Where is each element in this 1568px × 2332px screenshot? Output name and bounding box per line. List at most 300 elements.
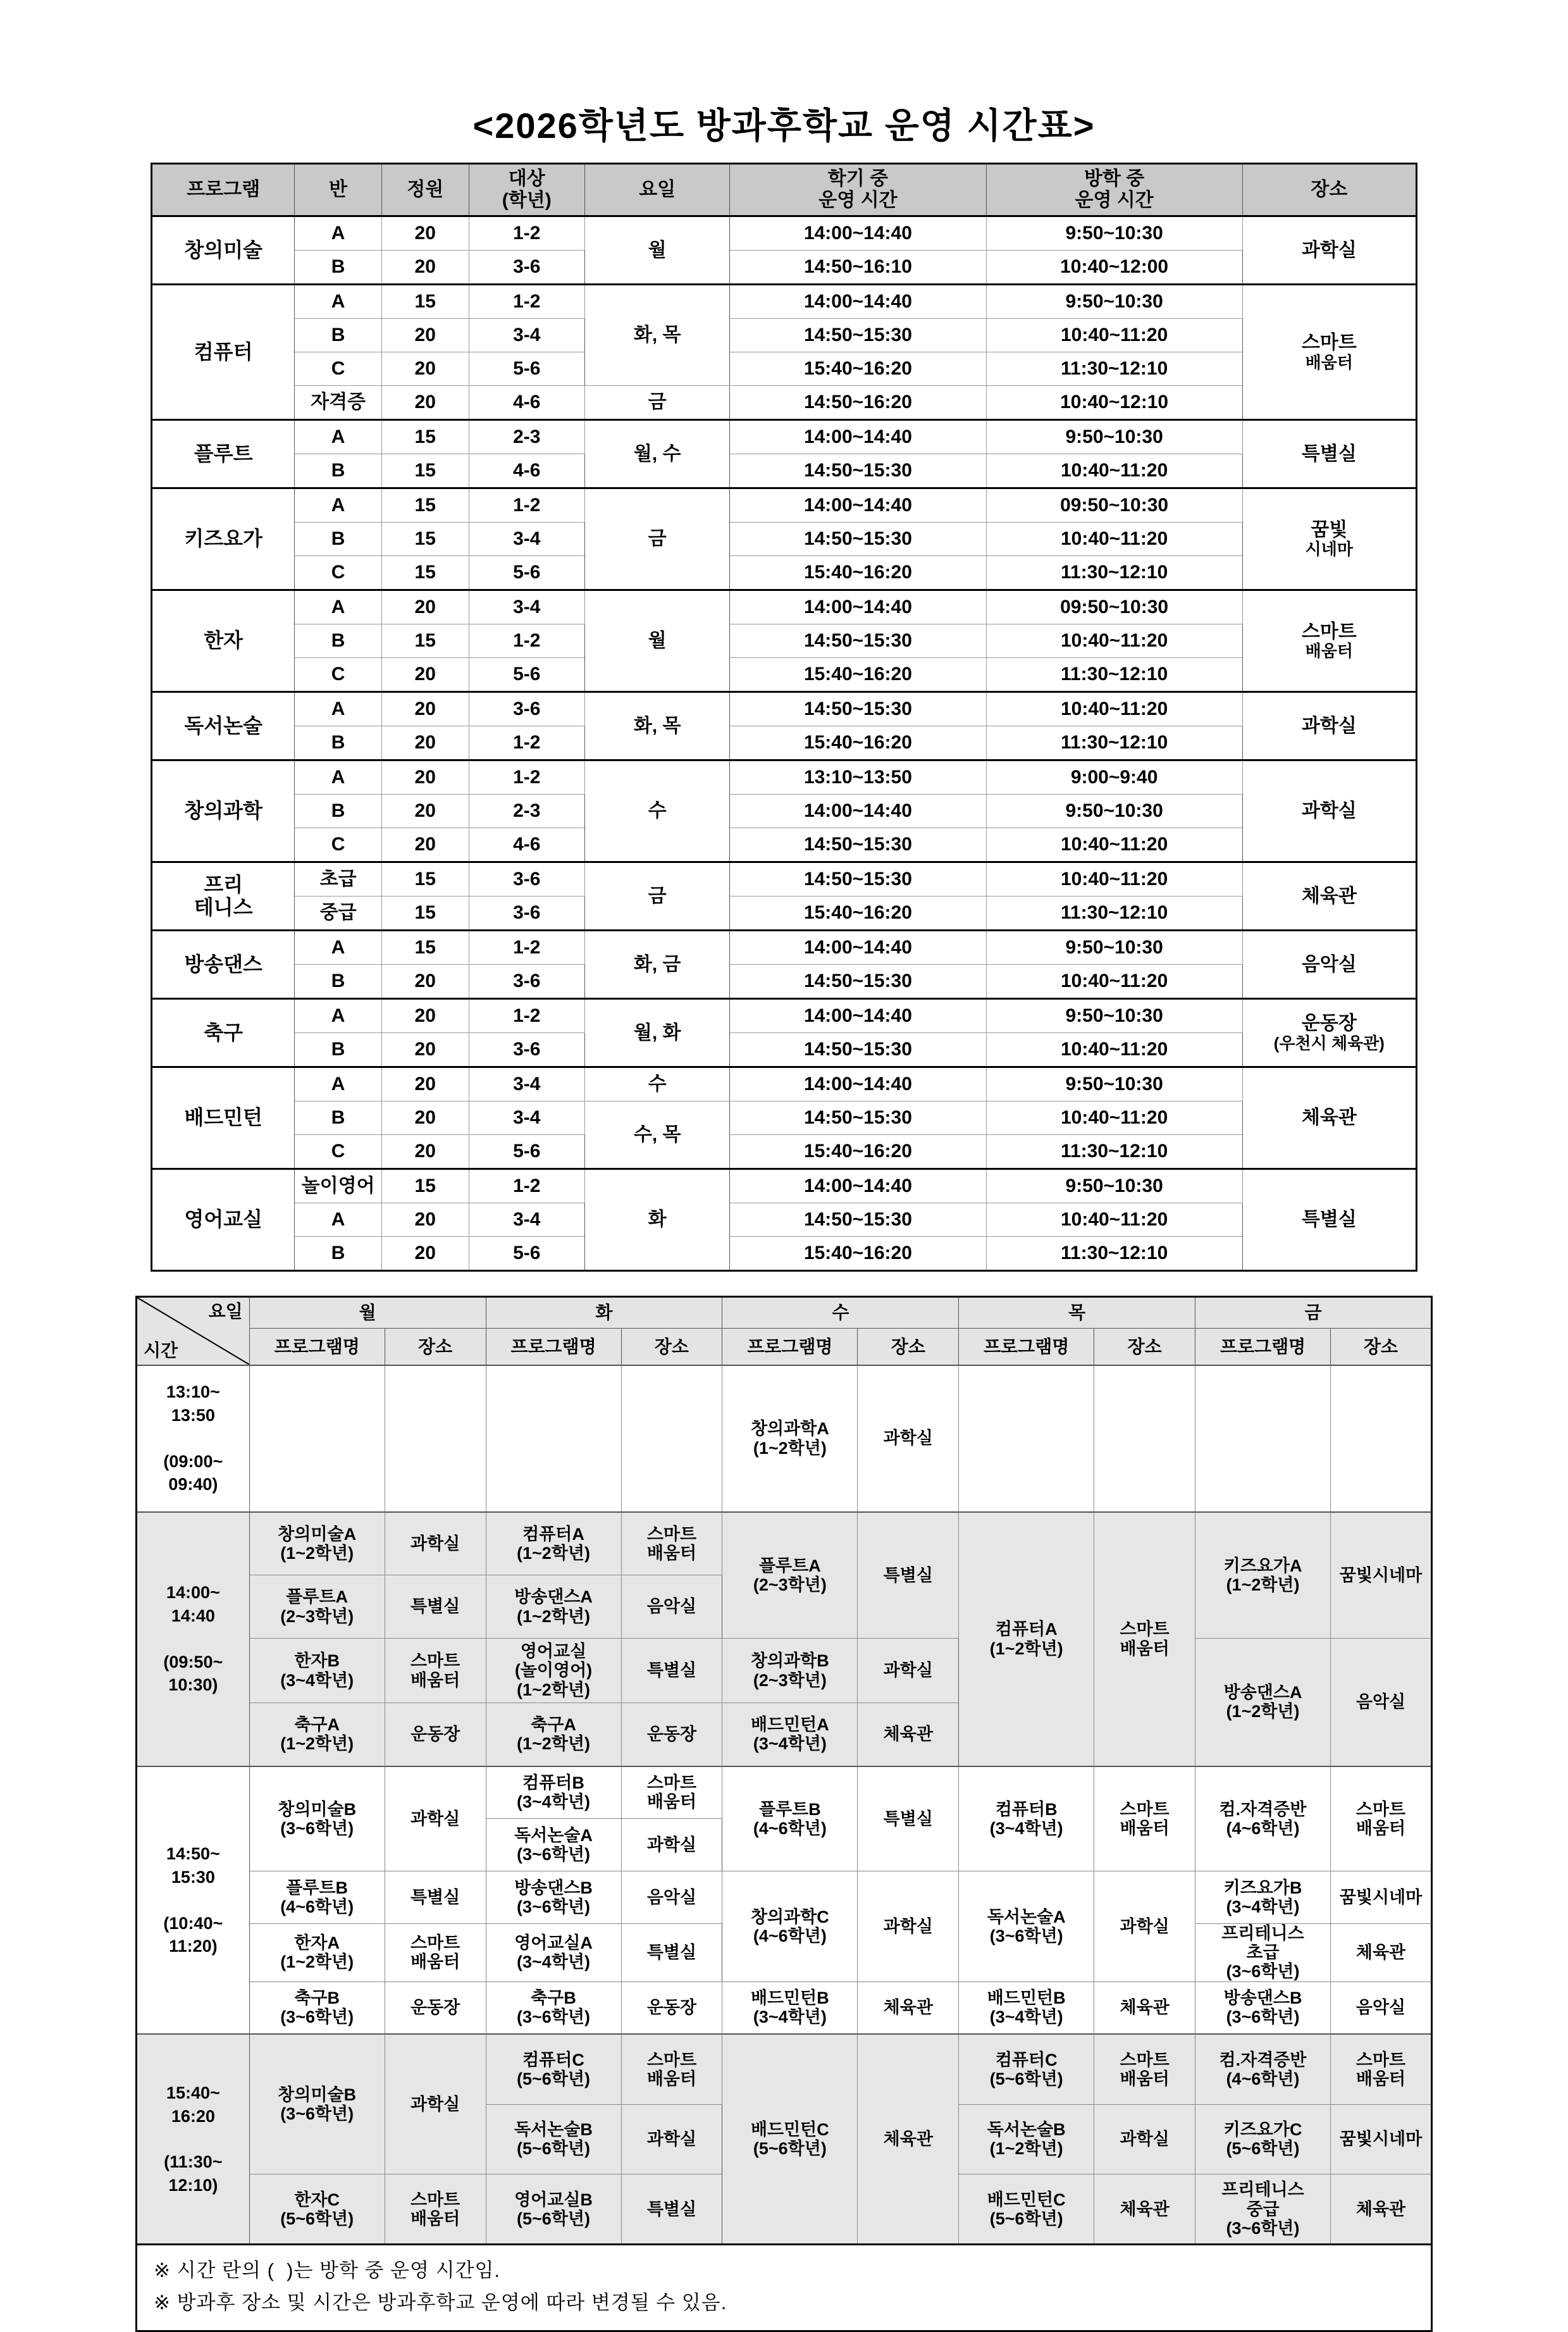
cell-class: B <box>295 454 382 488</box>
cell-term-time: 14:00~14:40 <box>730 1067 986 1101</box>
cell-capacity: 15 <box>381 420 469 454</box>
cell-capacity: 20 <box>381 386 469 420</box>
program-name-cell: 프리 테니스 <box>152 862 295 931</box>
cell-target: 3-6 <box>469 965 584 999</box>
place-cell: 스마트 배움터 <box>1242 590 1416 692</box>
timetable-program-cell: 배드민턴A (3~4학년) <box>722 1703 858 1766</box>
timetable-place-cell: 스마트 배움터 <box>621 2034 722 2104</box>
page-title: <2026학년도 방과후학교 운영 시간표> <box>472 106 1096 146</box>
timetable-program-cell: 컴퓨터C (5~6학년) <box>486 2034 621 2104</box>
timetable-program-cell: 컴퓨터C (5~6학년) <box>959 2034 1094 2104</box>
timetable-program-cell: 방송댄스A (1~2학년) <box>1195 1639 1331 1766</box>
table-row <box>152 624 1417 658</box>
cell-day: 화, 목 <box>585 692 730 760</box>
cell-term-time: 15:40~16:20 <box>730 1135 986 1169</box>
cell-vacation-time: 10:40~11:20 <box>986 692 1242 726</box>
table-row <box>152 1033 1417 1067</box>
timetable-place-cell: 운동장 <box>385 1703 486 1766</box>
program-table <box>151 163 1417 1272</box>
table-row <box>152 216 1417 251</box>
cell-day: 수, 목 <box>585 1101 730 1169</box>
cell-term-time: 14:50~16:20 <box>730 386 986 420</box>
cell-class: B <box>295 726 382 760</box>
timetable-place-cell: 음악실 <box>621 1871 722 1924</box>
program-name-cell: 창의미술 <box>152 216 295 285</box>
col-header-term-line1: 학기 중 <box>827 168 889 190</box>
timetable-place-cell: 스마트 배움터 <box>1094 2034 1195 2104</box>
table-row <box>152 999 1417 1033</box>
subheader-program-0: 프로그램명 <box>249 1329 385 1365</box>
cell-vacation-time: 10:40~11:20 <box>986 624 1242 658</box>
col-header-vacation-time <box>986 164 1242 216</box>
cell-class: B <box>295 319 382 352</box>
timetable-program-cell: 방송댄스B (3~6학년) <box>1195 1982 1331 2034</box>
timetable-program-cell: 플루트B (4~6학년) <box>249 1871 385 1924</box>
timetable-place-cell: 과학실 <box>858 1639 959 1703</box>
table-row <box>152 828 1417 862</box>
col-header-class: 반 <box>295 164 382 216</box>
cell-class: A <box>295 999 382 1033</box>
cell-capacity: 20 <box>381 1101 469 1135</box>
cell-class: A <box>295 488 382 523</box>
subheader-place-0: 장소 <box>385 1329 486 1365</box>
program-name-cell: 독서논술 <box>152 692 295 760</box>
cell-vacation-time: 9:50~10:30 <box>986 795 1242 828</box>
timetable-place-cell: 스마트 배움터 <box>621 1512 722 1575</box>
cell-target: 3-6 <box>469 251 584 285</box>
timetable-program-cell: 독서논술B (5~6학년) <box>486 2104 621 2174</box>
subheader-place-3: 장소 <box>1094 1329 1195 1365</box>
table-row <box>152 795 1417 828</box>
timetable-program-cell: 축구B (3~6학년) <box>249 1982 385 2034</box>
cell-term-time: 14:00~14:40 <box>730 795 986 828</box>
timetable-program-cell: 영어교실B (5~6학년) <box>486 2174 621 2245</box>
table-row <box>152 420 1417 454</box>
program-name-cell: 한자 <box>152 590 295 692</box>
weekly-header-sub-row <box>137 1329 1432 1365</box>
cell-class: 초급 <box>295 862 382 896</box>
timetable-place-cell: 체육관 <box>1331 1924 1432 1982</box>
cell-class: 자격증 <box>295 386 382 420</box>
timetable-place-cell: 과학실 <box>1094 1871 1195 1982</box>
program-table-header-row <box>152 164 1417 216</box>
program-name-cell: 창의과학 <box>152 760 295 862</box>
footnote-1: ※ 시간 란의 ( )는 방학 중 운영 시간임. <box>154 2259 501 2282</box>
table-row <box>152 692 1417 726</box>
cell-target: 1-2 <box>469 931 584 965</box>
program-name-cell: 축구 <box>152 999 295 1067</box>
cell-term-time: 14:00~14:40 <box>730 420 986 454</box>
program-table-wrapper <box>0 163 1568 1272</box>
col-header-vacation-line2: 운영 시간 <box>1075 190 1154 211</box>
cell-vacation-time: 10:40~11:20 <box>986 965 1242 999</box>
table-row <box>152 760 1417 795</box>
cell-vacation-time: 10:40~11:20 <box>986 828 1242 862</box>
timetable-program-cell: 영어교실A (3~4학년) <box>486 1924 621 1982</box>
cell-term-time: 15:40~16:20 <box>730 896 986 931</box>
timetable-place-cell: 음악실 <box>621 1575 722 1639</box>
timetable-program-cell: 컴퓨터B (3~4학년) <box>959 1766 1094 1871</box>
timetable-program-cell: 키즈요가B (3~4학년) <box>1195 1871 1331 1924</box>
table-row <box>152 319 1417 352</box>
timetable-place-cell: 특별실 <box>858 1512 959 1639</box>
cell-capacity: 20 <box>381 965 469 999</box>
cell-capacity: 15 <box>381 931 469 965</box>
cell-class: A <box>295 1203 382 1237</box>
timetable-program-cell: 컴퓨터A (1~2학년) <box>486 1512 621 1575</box>
timetable-program-cell: 배드민턴C (5~6학년) <box>722 2034 858 2245</box>
subheader-program-4: 프로그램명 <box>1195 1329 1331 1365</box>
cell-class: A <box>295 760 382 795</box>
timetable-place-cell: 스마트 배움터 <box>385 1924 486 1982</box>
cell-target: 3-6 <box>469 692 584 726</box>
cell-capacity: 20 <box>381 1237 469 1271</box>
place-cell: 음악실 <box>1242 931 1416 999</box>
cell-term-time: 14:00~14:40 <box>730 285 986 319</box>
table-row <box>152 658 1417 692</box>
timetable-place-cell: 스마트 배움터 <box>385 1639 486 1703</box>
cell-day: 월 <box>585 216 730 285</box>
timetable-program-cell: 독서논술B (1~2학년) <box>959 2104 1094 2174</box>
timetable-empty-place-월 <box>385 1365 486 1512</box>
cell-capacity: 15 <box>381 523 469 556</box>
cell-vacation-time: 10:40~11:20 <box>986 1203 1242 1237</box>
col-header-day: 요일 <box>585 164 730 216</box>
cell-day: 월 <box>585 590 730 692</box>
footnotes <box>135 2245 1433 2332</box>
day-header-tue: 화 <box>486 1297 722 1329</box>
program-table-body <box>152 216 1417 1271</box>
timetable-place-cell: 스마트 배움터 <box>1331 1766 1432 1871</box>
program-name-cell: 플루트 <box>152 420 295 488</box>
timetable-program-cell: 배드민턴B (3~4학년) <box>722 1982 858 2034</box>
cell-term-time: 14:50~16:10 <box>730 251 986 285</box>
cell-class: A <box>295 1067 382 1101</box>
program-name-cell: 영어교실 <box>152 1169 295 1271</box>
cell-target: 4-6 <box>469 386 584 420</box>
cell-term-time: 14:00~14:40 <box>730 488 986 523</box>
timetable-place-cell: 특별실 <box>385 1871 486 1924</box>
footnote-2: ※ 방과후 장소 및 시간은 방과후학교 운영에 따라 변경될 수 있음. <box>154 2292 727 2314</box>
table-row <box>152 896 1417 931</box>
cell-target: 2-3 <box>469 420 584 454</box>
timetable-place-cell: 체육관 <box>1094 2174 1195 2245</box>
cell-target: 3-6 <box>469 1033 584 1067</box>
col-header-target-line1: 대상 <box>508 168 545 190</box>
timetable-program-cell: 창의미술B (3~6학년) <box>249 2034 385 2174</box>
col-header-target-line2: (학년) <box>502 190 552 211</box>
cell-vacation-time: 11:30~12:10 <box>986 896 1242 931</box>
table-row <box>152 1237 1417 1271</box>
cell-class: C <box>295 658 382 692</box>
timetable-program-cell: 한자C (5~6학년) <box>249 2174 385 2245</box>
timetable-program-cell: 축구A (1~2학년) <box>486 1703 621 1766</box>
timetable-program-cell: 창의과학A (1~2학년) <box>722 1365 858 1512</box>
timetable-place-cell: 운동장 <box>621 1982 722 2034</box>
timetable-place-cell: 특별실 <box>385 1575 486 1639</box>
timetable-empty-place-화 <box>621 1365 722 1512</box>
timetable-place-cell: 체육관 <box>858 1703 959 1766</box>
cell-class: A <box>295 216 382 251</box>
cell-class: B <box>295 1033 382 1067</box>
cell-class: 놀이영어 <box>295 1169 382 1203</box>
cell-vacation-time: 10:40~11:20 <box>986 454 1242 488</box>
timetable-place-cell: 운동장 <box>621 1703 722 1766</box>
cell-vacation-time: 10:40~11:20 <box>986 523 1242 556</box>
place-cell: 체육관 <box>1242 862 1416 931</box>
timetable-program-cell: 키즈요가C (5~6학년) <box>1195 2104 1331 2174</box>
cell-vacation-time: 10:40~12:10 <box>986 386 1242 420</box>
weekly-header-days-row <box>137 1297 1432 1329</box>
cell-capacity: 20 <box>381 1203 469 1237</box>
cell-term-time: 14:50~15:30 <box>730 454 986 488</box>
col-header-program: 프로그램 <box>152 164 295 216</box>
timetable-place-cell: 체육관 <box>858 1982 959 2034</box>
cell-term-time: 14:00~14:40 <box>730 931 986 965</box>
program-name-cell: 배드민턴 <box>152 1067 295 1169</box>
cell-term-time: 14:50~15:30 <box>730 862 986 896</box>
cell-vacation-time: 09:50~10:30 <box>986 488 1242 523</box>
timetable-place-cell: 스마트 배움터 <box>1094 1766 1195 1871</box>
cell-capacity: 15 <box>381 556 469 590</box>
day-header-wed: 수 <box>722 1297 959 1329</box>
cell-capacity: 20 <box>381 590 469 624</box>
place-cell: 특별실 <box>1242 420 1416 488</box>
timetable-place-cell: 스마트 배움터 <box>1331 2034 1432 2104</box>
cell-term-time: 14:50~15:30 <box>730 624 986 658</box>
cell-target: 2-3 <box>469 795 584 828</box>
cell-vacation-time: 9:50~10:30 <box>986 999 1242 1033</box>
timetable-place-cell: 특별실 <box>858 1766 959 1871</box>
timetable-place-cell: 체육관 <box>858 2034 959 2245</box>
timetable-place-cell: 과학실 <box>621 2104 722 2174</box>
subheader-place-1: 장소 <box>621 1329 722 1365</box>
cell-capacity: 15 <box>381 862 469 896</box>
cell-target: 1-2 <box>469 285 584 319</box>
subheader-place-2: 장소 <box>858 1329 959 1365</box>
timetable-row <box>137 2034 1432 2104</box>
cell-capacity: 20 <box>381 692 469 726</box>
cell-target: 5-6 <box>469 352 584 386</box>
place-cell: 운동장 (우천시 체육관) <box>1242 999 1416 1067</box>
timetable-row <box>137 1766 1432 1819</box>
corner-day-label: 요일 <box>208 1301 243 1321</box>
timetable-empty-place-목 <box>1094 1365 1195 1512</box>
timetable-program-cell: 플루트A (2~3학년) <box>249 1575 385 1639</box>
timetable-program-cell: 창의미술B (3~6학년) <box>249 1766 385 1871</box>
timetable-program-cell: 배드민턴C (5~6학년) <box>959 2174 1094 2245</box>
cell-class: A <box>295 931 382 965</box>
cell-target: 1-2 <box>469 1169 584 1203</box>
timetable-empty-place-금 <box>1331 1365 1432 1512</box>
col-header-target <box>469 164 584 216</box>
day-header-mon: 월 <box>249 1297 486 1329</box>
cell-vacation-time: 9:50~10:30 <box>986 285 1242 319</box>
cell-term-time: 14:50~15:30 <box>730 319 986 352</box>
timetable-program-cell: 한자A (1~2학년) <box>249 1924 385 1982</box>
timetable-row <box>137 1871 1432 1924</box>
timetable-place-cell: 음악실 <box>1331 1639 1432 1766</box>
timetable-program-cell: 컴.자격증반 (4~6학년) <box>1195 2034 1331 2104</box>
cell-class: A <box>295 590 382 624</box>
cell-vacation-time: 9:50~10:30 <box>986 1067 1242 1101</box>
cell-day: 금 <box>585 488 730 590</box>
table-row <box>152 352 1417 386</box>
cell-vacation-time: 9:00~9:40 <box>986 760 1242 795</box>
cell-vacation-time: 11:30~12:10 <box>986 726 1242 760</box>
cell-vacation-time: 9:50~10:30 <box>986 1169 1242 1203</box>
cell-target: 1-2 <box>469 999 584 1033</box>
timetable-place-cell: 스마트 배움터 <box>621 1766 722 1819</box>
timetable-place-cell: 꿈빛시네마 <box>1331 1512 1432 1639</box>
cell-capacity: 20 <box>381 726 469 760</box>
timetable-row <box>137 1982 1432 2034</box>
timetable-program-cell: 플루트B (4~6학년) <box>722 1766 858 1871</box>
cell-capacity: 20 <box>381 760 469 795</box>
timetable-program-cell: 배드민턴B (3~4학년) <box>959 1982 1094 2034</box>
cell-capacity: 20 <box>381 795 469 828</box>
table-row <box>152 251 1417 285</box>
time-range-cell: 14:00~ 14:40 (09:50~ 10:30) <box>137 1512 250 1766</box>
cell-capacity: 15 <box>381 285 469 319</box>
program-name-cell: 방송댄스 <box>152 931 295 999</box>
subheader-program-1: 프로그램명 <box>486 1329 621 1365</box>
cell-class: A <box>295 420 382 454</box>
weekly-timetable <box>135 1296 1433 2245</box>
table-row <box>152 556 1417 590</box>
subheader-place-4: 장소 <box>1331 1329 1432 1365</box>
cell-vacation-time: 10:40~11:20 <box>986 862 1242 896</box>
timetable-place-cell: 음악실 <box>1331 1982 1432 2034</box>
timetable-program-cell: 컴퓨터A (1~2학년) <box>959 1512 1094 1766</box>
cell-class: B <box>295 1101 382 1135</box>
cell-class: B <box>295 523 382 556</box>
col-header-place: 장소 <box>1242 164 1416 216</box>
cell-term-time: 15:40~16:20 <box>730 556 986 590</box>
timetable-program-cell: 프리테니스 초급 (3~6학년) <box>1195 1924 1331 1982</box>
cell-capacity: 20 <box>381 216 469 251</box>
cell-term-time: 14:50~15:30 <box>730 1033 986 1067</box>
cell-term-time: 14:50~15:30 <box>730 1203 986 1237</box>
timetable-program-cell: 프리테니스 중급 (3~6학년) <box>1195 2174 1331 2245</box>
cell-class: B <box>295 1237 382 1271</box>
cell-vacation-time: 10:40~11:20 <box>986 1033 1242 1067</box>
cell-target: 3-6 <box>469 896 584 931</box>
cell-class: C <box>295 556 382 590</box>
cell-target: 1-2 <box>469 488 584 523</box>
weekly-timetable-body <box>137 1365 1432 2245</box>
place-cell: 과학실 <box>1242 760 1416 862</box>
corner-time-label: 시간 <box>144 1341 178 1361</box>
table-row <box>152 1169 1417 1203</box>
cell-class: A <box>295 285 382 319</box>
timetable-row <box>137 1365 1432 1512</box>
cell-target: 5-6 <box>469 556 584 590</box>
cell-vacation-time: 9:50~10:30 <box>986 420 1242 454</box>
timetable-program-cell: 방송댄스B (3~6학년) <box>486 1871 621 1924</box>
table-row <box>152 488 1417 523</box>
cell-term-time: 14:00~14:40 <box>730 590 986 624</box>
cell-capacity: 20 <box>381 1033 469 1067</box>
timetable-program-cell: 창의과학B (2~3학년) <box>722 1639 858 1703</box>
cell-vacation-time: 11:30~12:10 <box>986 658 1242 692</box>
timetable-place-cell: 체육관 <box>1331 2174 1432 2245</box>
timetable-program-cell: 독서논술A (3~6학년) <box>486 1819 621 1871</box>
cell-target: 1-2 <box>469 624 584 658</box>
cell-term-time: 14:50~15:30 <box>730 692 986 726</box>
timetable-program-cell: 방송댄스A (1~2학년) <box>486 1575 621 1639</box>
program-name-cell: 키즈요가 <box>152 488 295 590</box>
timetable-program-cell: 키즈요가A (1~2학년) <box>1195 1512 1331 1639</box>
cell-vacation-time: 11:30~12:10 <box>986 352 1242 386</box>
cell-capacity: 20 <box>381 319 469 352</box>
timetable-program-cell: 컴퓨터B (3~4학년) <box>486 1766 621 1819</box>
timetable-place-cell: 운동장 <box>385 1982 486 2034</box>
cell-class: B <box>295 965 382 999</box>
timetable-place-cell: 과학실 <box>858 1365 959 1512</box>
cell-capacity: 20 <box>381 251 469 285</box>
timetable-empty-program-목 <box>959 1365 1094 1512</box>
subheader-program-3: 프로그램명 <box>959 1329 1094 1365</box>
timetable-place-cell: 꿈빛시네마 <box>1331 2104 1432 2174</box>
time-range-cell: 13:10~ 13:50 (09:00~ 09:40) <box>137 1365 250 1512</box>
table-row <box>152 965 1417 999</box>
timetable-program-cell: 축구B (3~6학년) <box>486 1982 621 2034</box>
cell-vacation-time: 11:30~12:10 <box>986 1135 1242 1169</box>
table-row <box>152 285 1417 319</box>
cell-target: 1-2 <box>469 726 584 760</box>
cell-term-time: 14:50~15:30 <box>730 965 986 999</box>
table-row <box>152 454 1417 488</box>
cell-class: B <box>295 251 382 285</box>
cell-target: 3-4 <box>469 590 584 624</box>
cell-capacity: 15 <box>381 488 469 523</box>
cell-vacation-time: 10:40~11:20 <box>986 1101 1242 1135</box>
timetable-place-cell: 특별실 <box>621 1924 722 1982</box>
place-cell: 꿈빛 시네마 <box>1242 488 1416 590</box>
day-header-fri: 금 <box>1195 1297 1432 1329</box>
cell-capacity: 20 <box>381 658 469 692</box>
timetable-empty-program-화 <box>486 1365 621 1512</box>
cell-class: C <box>295 352 382 386</box>
cell-vacation-time: 9:50~10:30 <box>986 216 1242 251</box>
cell-vacation-time: 11:30~12:10 <box>986 1237 1242 1271</box>
table-row <box>152 726 1417 760</box>
timetable-place-cell: 특별실 <box>621 2174 722 2245</box>
cell-term-time: 14:50~15:30 <box>730 828 986 862</box>
timetable-program-cell: 플루트A (2~3학년) <box>722 1512 858 1639</box>
timetable-empty-program-월 <box>249 1365 385 1512</box>
cell-class: 중급 <box>295 896 382 931</box>
timetable-place-cell: 과학실 <box>621 1819 722 1871</box>
timetable-program-cell: 한자B (3~4학년) <box>249 1639 385 1703</box>
table-row <box>152 862 1417 896</box>
table-row <box>152 1203 1417 1237</box>
cell-class: C <box>295 828 382 862</box>
col-header-term-line2: 운영 시간 <box>818 190 898 211</box>
cell-term-time: 15:40~16:20 <box>730 658 986 692</box>
table-row <box>152 1101 1417 1135</box>
cell-day: 월, 화 <box>585 999 730 1067</box>
cell-target: 3-4 <box>469 523 584 556</box>
cell-vacation-time: 10:40~12:00 <box>986 251 1242 285</box>
cell-day: 수 <box>585 1067 730 1101</box>
cell-term-time: 14:50~15:30 <box>730 1101 986 1135</box>
timetable-place-cell: 꿈빛시네마 <box>1331 1871 1432 1924</box>
cell-term-time: 15:40~16:20 <box>730 1237 986 1271</box>
timetable-program-cell: 영어교실 (놀이영어) (1~2학년) <box>486 1639 621 1703</box>
timetable-place-cell: 과학실 <box>385 1766 486 1871</box>
